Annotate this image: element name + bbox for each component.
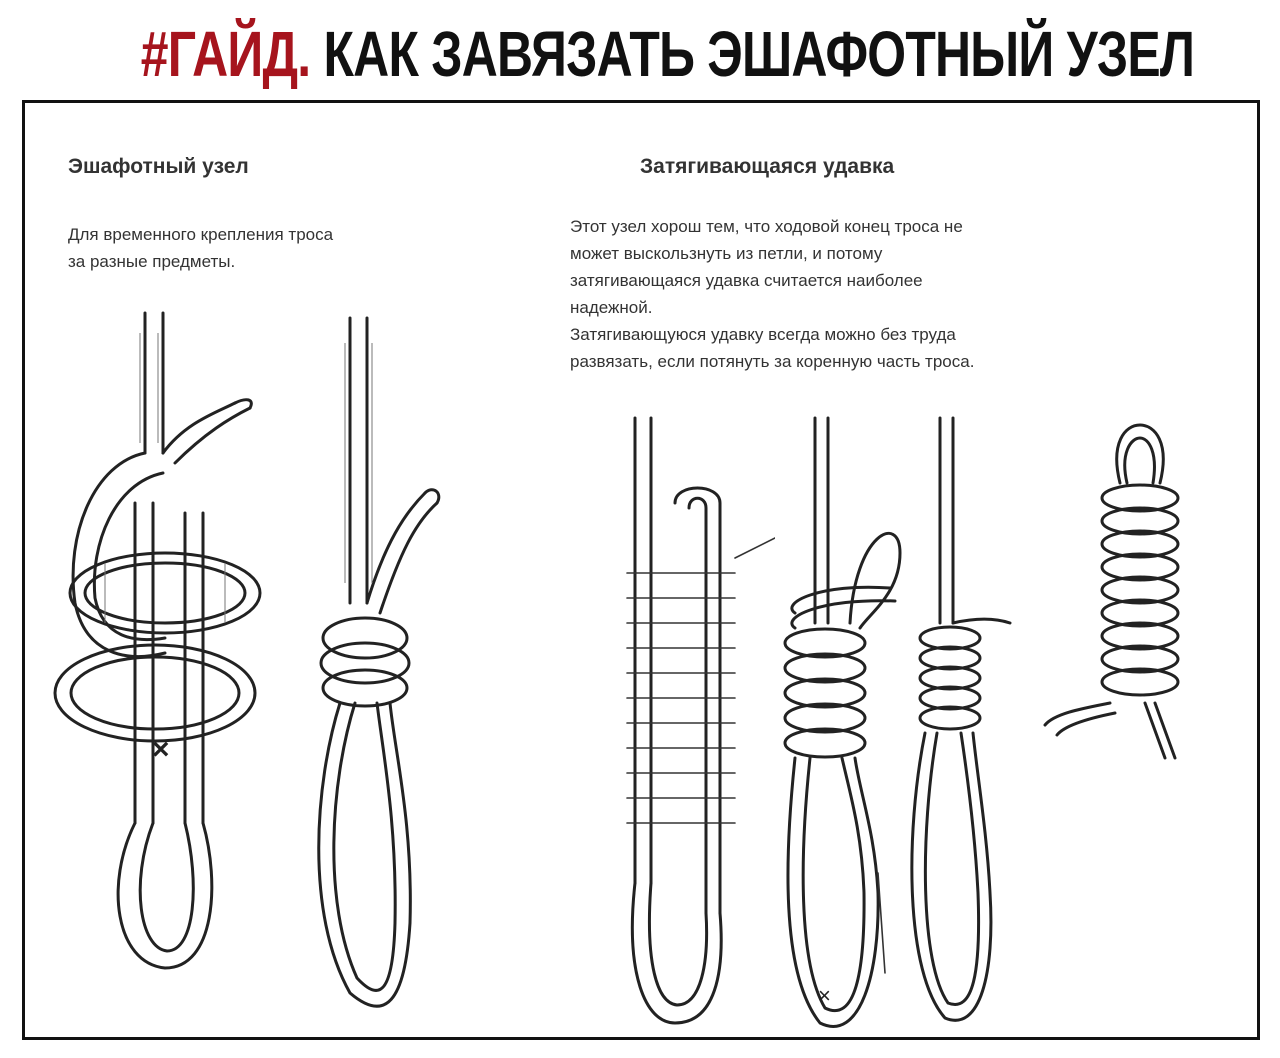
right-description: Этот узел хорош тем, что ходовой конец троса не может выскользнуть из петли, и потому затягивающаяся удавка считается наиболее надежной. Затягивающуюся удавку всегда можно без труда развязать, если потянуть за коренную часть троса. [570,217,975,371]
scaffold-knot-loose-illustration [45,303,295,1023]
noose-step4-illustration [1035,413,1225,813]
illustration-frame [22,100,1260,1040]
x-mark-right: × [818,983,831,1008]
left-description: Для временного крепления троса за разные предметы. [68,225,334,271]
left-heading: Эшафотный узел [68,155,249,178]
header-title: КАК ЗАВЯЗАТЬ ЭШАФОТНЫЙ УЗЕЛ [323,18,1195,90]
noose-step3-illustration [895,413,1025,1033]
x-mark-left: × [152,733,170,766]
right-heading: Затягивающаяся удавка [640,155,895,178]
scaffold-knot-tight-illustration [295,303,475,1023]
header-tag: #ГАЙД. [140,18,311,90]
page-header [140,14,1195,94]
noose-step1-illustration [605,413,775,1033]
